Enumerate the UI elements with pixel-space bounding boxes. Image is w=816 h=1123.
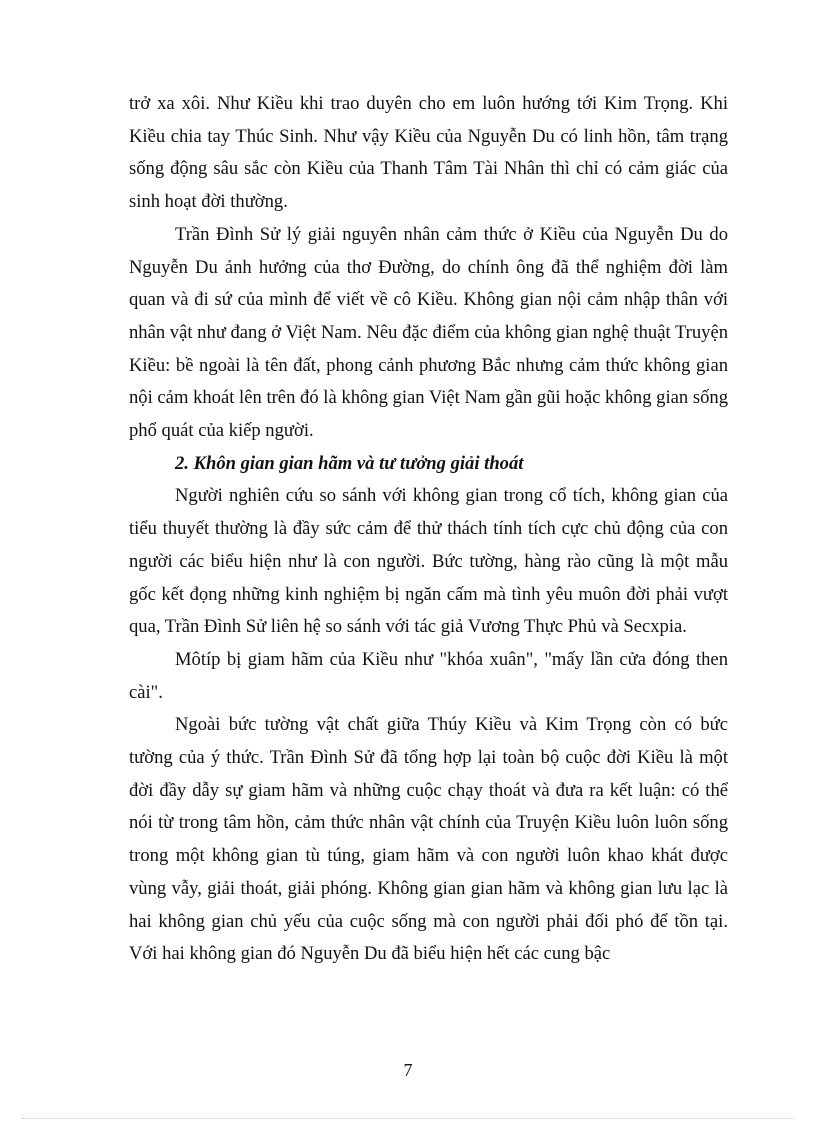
paragraph-1: trở xa xôi. Như Kiều khi trao duyên cho em luôn hướng tới Kim Trọng. Khi Kiều chia tay Thúc Sinh. Như vậy Kiều của Nguyễn Du có linh hồn, tâm trạng sống động sâu sắc còn Kiều của Thanh Tâm Tài Nhân thì chỉ có cảm giác của sinh hoạt đời thường. bbox=[129, 93, 728, 213]
paragraph-3: Người nghiên cứu so sánh với không gian trong cổ tích, không gian của tiểu thuyết thường là đầy sức cảm để thử thách tính tích cực chủ động của con người các biểu hiện như là con người. Bức tường, hàng rào cũng là một mẫu gốc kết đọng những kinh nghiệm bị ngăn cấm mà tình yêu muôn đời phải vượt qua, Trần Đình Sử liên hệ so sánh với tác giả Vương Thực Phủ và Secxpia. bbox=[129, 485, 728, 638]
page-number: 7 bbox=[403, 1060, 413, 1080]
section-heading: 2. Khôn gian gian hãm và tư tưởng giải thoát bbox=[175, 452, 524, 474]
paragraph-5: Ngoài bức tường vật chất giữa Thúy Kiều và Kim Trọng còn có bức tường của ý thức. Trần Đình Sử đã tổng hợp lại toàn bộ cuộc đời Kiều là một đời đầy dẫy sự giam hãm và những cuộc chạy thoát và đưa ra kết luận: có thể nói từ trong tâm hồn, cảm thức nhân vật chính của Truyện Kiều luôn luôn sống trong một không gian tù túng, giam hãm và con người luôn khao khát được vùng vẫy, giải thoát, giải phóng. Không gian gian hãm và không gian lưu lạc là hai không gian chủ yếu của cuộc sống mà con người phải đối phó để tồn tại. Với hai không gian đó Nguyễn Du đã biểu hiện hết các cung bậc bbox=[129, 714, 728, 965]
body-text bbox=[129, 88, 728, 971]
page-bottom-divider bbox=[22, 1118, 794, 1119]
paragraph-2: Trần Đình Sử lý giải nguyên nhân cảm thức ở Kiều của Nguyễn Du do Nguyễn Du ảnh hưởng của thơ Đường, do chính ông đã thể nghiệm đời làm quan và đi sứ của mình để viết về cô Kiều. Không gian nội cảm nhập thân với nhân vật như đang ở Việt Nam. Nêu đặc điểm của không gian nghệ thuật Truyện Kiều: bề ngoài là tên đất, phong cảnh phương Bắc nhưng cảm thức không gian nội cảm khoát lên trên đó là không gian Việt Nam gần gũi hoặc không gian sống phổ quát của kiếp người. bbox=[129, 223, 728, 442]
paragraph-4: Môtíp bị giam hãm của Kiều như "khóa xuân", "mấy lần cửa đóng then cài". bbox=[129, 648, 728, 703]
